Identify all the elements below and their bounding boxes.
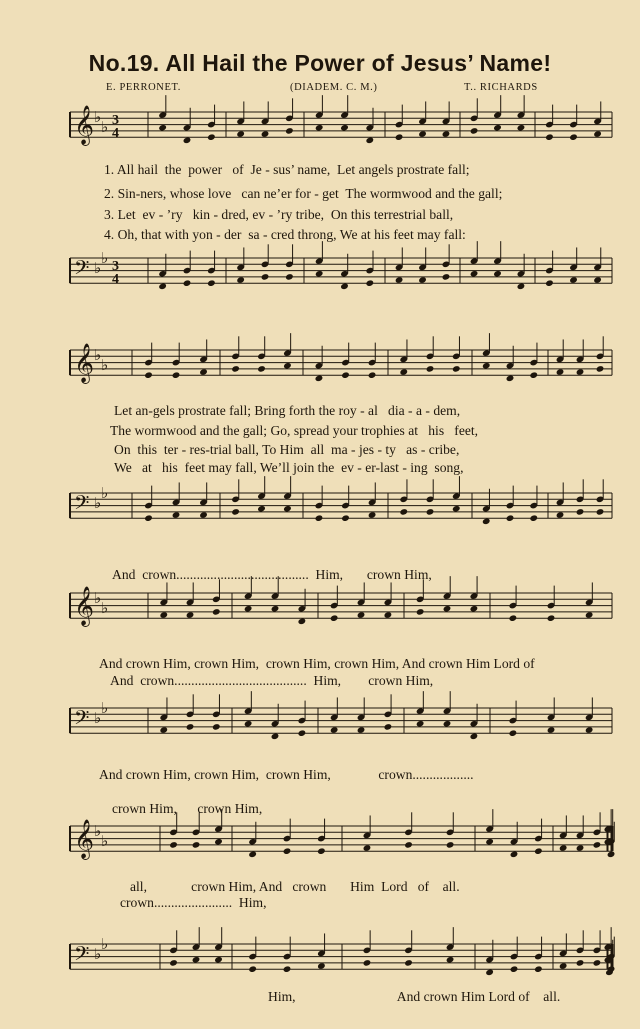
- note-head: [384, 723, 393, 731]
- note-head: [363, 844, 372, 852]
- bass-clef-icon: 𝄢: [74, 256, 90, 284]
- note-head: [261, 130, 270, 138]
- flat-icon: ♭: [94, 589, 102, 607]
- verse-1-line-b: Let an-gels prostrate fall; Bring forth the roy - al dia - a - dem,: [114, 403, 461, 418]
- note-head: [231, 508, 240, 516]
- note-head: [576, 368, 585, 376]
- flat-icon: ♭: [94, 108, 102, 126]
- note-head: [368, 371, 377, 379]
- note-head: [172, 371, 181, 379]
- note-head: [330, 726, 339, 734]
- note-head: [212, 608, 221, 616]
- note-head: [576, 844, 585, 852]
- note-head: [257, 505, 266, 513]
- note-head: [271, 605, 280, 613]
- note-head: [341, 371, 350, 379]
- note-head: [426, 365, 435, 373]
- system3-middle-line-1: And crown Him, crown Him, crown Him, crown Him, And crown Him Lord of: [99, 656, 535, 671]
- note-head: [199, 368, 208, 376]
- system3-lower-cue: And crown Him, crown Him, crown Him, crown..................: [99, 767, 474, 782]
- bass-clef-icon: 𝄢: [74, 942, 90, 970]
- system4-middle-line-2: crown....................... Him,: [120, 895, 267, 910]
- note-head: [158, 124, 167, 132]
- note-head: [261, 273, 270, 281]
- note-head: [357, 611, 366, 619]
- note-head: [395, 276, 404, 284]
- note-head: [399, 368, 408, 376]
- note-head: [404, 841, 413, 849]
- note-head: [506, 375, 515, 383]
- note-head: [510, 851, 519, 859]
- note-head: [545, 133, 554, 141]
- note-head: [159, 726, 168, 734]
- note-head: [418, 130, 427, 138]
- note-head: [585, 726, 594, 734]
- note-head: [576, 508, 585, 516]
- system4-middle-line-1: all, crown Him, And crown Him Lord of all.: [130, 879, 460, 894]
- note-head: [442, 130, 451, 138]
- note-head: [534, 965, 543, 973]
- note-head: [368, 511, 377, 519]
- flat-icon: ♭: [101, 484, 109, 502]
- note-head: [404, 959, 413, 967]
- note-head: [340, 124, 349, 132]
- time-signature: 4: [112, 126, 119, 141]
- note-head: [248, 851, 257, 859]
- lyricist-credit: E. PERRONET.: [106, 82, 181, 93]
- note-head: [509, 729, 518, 737]
- note-head: [186, 723, 195, 731]
- note-head: [426, 508, 435, 516]
- note-head: [596, 365, 605, 373]
- note-head: [395, 133, 404, 141]
- note-head: [144, 371, 153, 379]
- flat-icon: ♭: [101, 249, 109, 267]
- note-head: [144, 514, 153, 522]
- note-head: [556, 368, 565, 376]
- time-signature: 3: [112, 113, 119, 128]
- note-head: [244, 605, 253, 613]
- note-head: [231, 365, 240, 373]
- note-head: [416, 608, 425, 616]
- note-head: [192, 841, 201, 849]
- note-head: [214, 956, 223, 964]
- note-head: [416, 720, 425, 728]
- note-head: [298, 729, 307, 737]
- note-head: [172, 511, 181, 519]
- note-head: [298, 618, 307, 626]
- note-head: [315, 270, 324, 278]
- note-head: [366, 279, 375, 287]
- note-head: [330, 614, 339, 622]
- flat-icon: ♭: [101, 935, 109, 953]
- note-head: [569, 276, 578, 284]
- note-head: [283, 362, 292, 370]
- note-head: [199, 511, 208, 519]
- note-head: [529, 371, 538, 379]
- note-head: [593, 276, 602, 284]
- system3-middle-line-2: And crown....................................... Him, crown Him,: [110, 673, 434, 688]
- verse-4-line-b: We at his feet may fall, We’ll join the ev - er-last - ing song,: [114, 460, 464, 475]
- time-signature: 4: [112, 272, 119, 287]
- composer-credit: T.. RICHARDS: [464, 82, 538, 93]
- note-head: [556, 511, 565, 519]
- note-head: [470, 270, 479, 278]
- note-head: [547, 726, 556, 734]
- note-head: [545, 279, 554, 287]
- system3-upper-cue: And crown....................................... Him, crown Him,: [112, 567, 432, 582]
- note-head: [547, 614, 556, 622]
- flat-icon: ♭: [101, 356, 109, 374]
- note-head: [315, 124, 324, 132]
- note-head: [559, 962, 568, 970]
- verse-3-line-b: On this ter - res-trial ball, To Him all ma - jes - ty as - cribe,: [114, 442, 460, 457]
- note-head: [509, 614, 518, 622]
- note-head: [214, 838, 223, 846]
- note-head: [207, 279, 216, 287]
- hymn-title: No.19. All Hail the Power of Jesus’ Name!: [88, 50, 552, 76]
- note-head: [534, 847, 543, 855]
- note-head: [317, 962, 326, 970]
- note-head: [452, 505, 461, 513]
- note-head: [446, 841, 455, 849]
- time-signature: 3: [112, 259, 119, 274]
- note-head: [236, 276, 245, 284]
- note-head: [506, 514, 515, 522]
- note-head: [443, 605, 452, 613]
- note-head: [607, 851, 616, 859]
- note-head: [482, 362, 491, 370]
- flat-icon: ♭: [94, 822, 102, 840]
- note-head: [340, 283, 349, 291]
- note-head: [384, 611, 393, 619]
- verse-2-line-a: 2. Sin-ners, whose love can ne’er for - get The wormwood and the gall;: [104, 186, 503, 201]
- note-head: [485, 838, 494, 846]
- note-head: [315, 514, 324, 522]
- verse-1-line-a: 1. All hail the power of Je - sus’ name, Let angels prostrate fall;: [104, 162, 470, 177]
- treble-clef-icon: 𝄞: [74, 343, 95, 383]
- note-head: [493, 124, 502, 132]
- verse-3-line-a: 3. Let ev - ’ry kin - dred, ev - ’ry tribe, On this terrestrial ball,: [104, 207, 454, 222]
- note-head: [442, 273, 451, 281]
- note-head: [593, 130, 602, 138]
- note-head: [257, 365, 266, 373]
- note-head: [244, 720, 253, 728]
- note-head: [443, 720, 452, 728]
- note-head: [212, 723, 221, 731]
- flat-icon: ♭: [94, 494, 102, 512]
- note-head: [169, 841, 178, 849]
- flat-icon: ♭: [94, 709, 102, 727]
- note-head: [315, 375, 324, 383]
- note-head: [399, 508, 408, 516]
- note-head: [470, 127, 479, 135]
- note-head: [183, 279, 192, 287]
- note-head: [576, 959, 585, 967]
- flat-icon: ♭: [94, 346, 102, 364]
- note-head: [169, 959, 178, 967]
- treble-clef-icon: 𝄞: [74, 586, 95, 626]
- note-head: [357, 726, 366, 734]
- flat-icon: ♭: [101, 118, 109, 136]
- note-head: [285, 127, 294, 135]
- note-head: [470, 605, 479, 613]
- note-head: [470, 733, 479, 741]
- verse-4-line-a: 4. Oh, that with yon - der sa - cred throng, We at his feet may fall:: [104, 227, 466, 242]
- note-head: [236, 130, 245, 138]
- note-head: [529, 514, 538, 522]
- note-head: [285, 273, 294, 281]
- note-head: [192, 956, 201, 964]
- note-head: [207, 133, 216, 141]
- note-head: [158, 283, 167, 291]
- note-head: [283, 847, 292, 855]
- system4-lower-cue: Him, And crown Him Lord of all.: [268, 989, 561, 1004]
- note-head: [271, 733, 280, 741]
- note-head: [596, 508, 605, 516]
- note-head: [183, 137, 192, 145]
- note-head: [510, 965, 519, 973]
- bass-clef-icon: 𝄢: [74, 491, 90, 519]
- verse-2-line-b: The wormwood and the gall; Go, spread your trophies at his feet,: [110, 423, 479, 438]
- note-head: [593, 959, 602, 967]
- note-head: [366, 137, 375, 145]
- note-head: [341, 514, 350, 522]
- tune-name: (DIADEM. C. M.): [290, 82, 378, 93]
- note-head: [517, 124, 526, 132]
- note-head: [452, 365, 461, 373]
- flat-icon: ♭: [94, 259, 102, 277]
- bass-clef-icon: 𝄢: [74, 706, 90, 734]
- note-head: [363, 959, 372, 967]
- note-head: [493, 270, 502, 278]
- note-head: [186, 611, 195, 619]
- note-head: [317, 847, 326, 855]
- note-head: [485, 969, 494, 977]
- note-head: [559, 844, 568, 852]
- note-head: [418, 276, 427, 284]
- flat-icon: ♭: [94, 945, 102, 963]
- flat-icon: ♭: [101, 699, 109, 717]
- note-head: [482, 518, 491, 526]
- note-head: [248, 965, 257, 973]
- note-head: [283, 505, 292, 513]
- note-head: [283, 965, 292, 973]
- note-head: [159, 611, 168, 619]
- note-head: [446, 956, 455, 964]
- note-head: [517, 283, 526, 291]
- system4-upper-cue: crown Him, crown Him,: [112, 801, 263, 816]
- treble-clef-icon: 𝄞: [74, 819, 95, 859]
- flat-icon: ♭: [101, 599, 109, 617]
- note-head: [569, 133, 578, 141]
- note-head: [585, 611, 594, 619]
- note-head: [593, 841, 602, 849]
- treble-clef-icon: 𝄞: [74, 105, 95, 145]
- flat-icon: ♭: [101, 832, 109, 850]
